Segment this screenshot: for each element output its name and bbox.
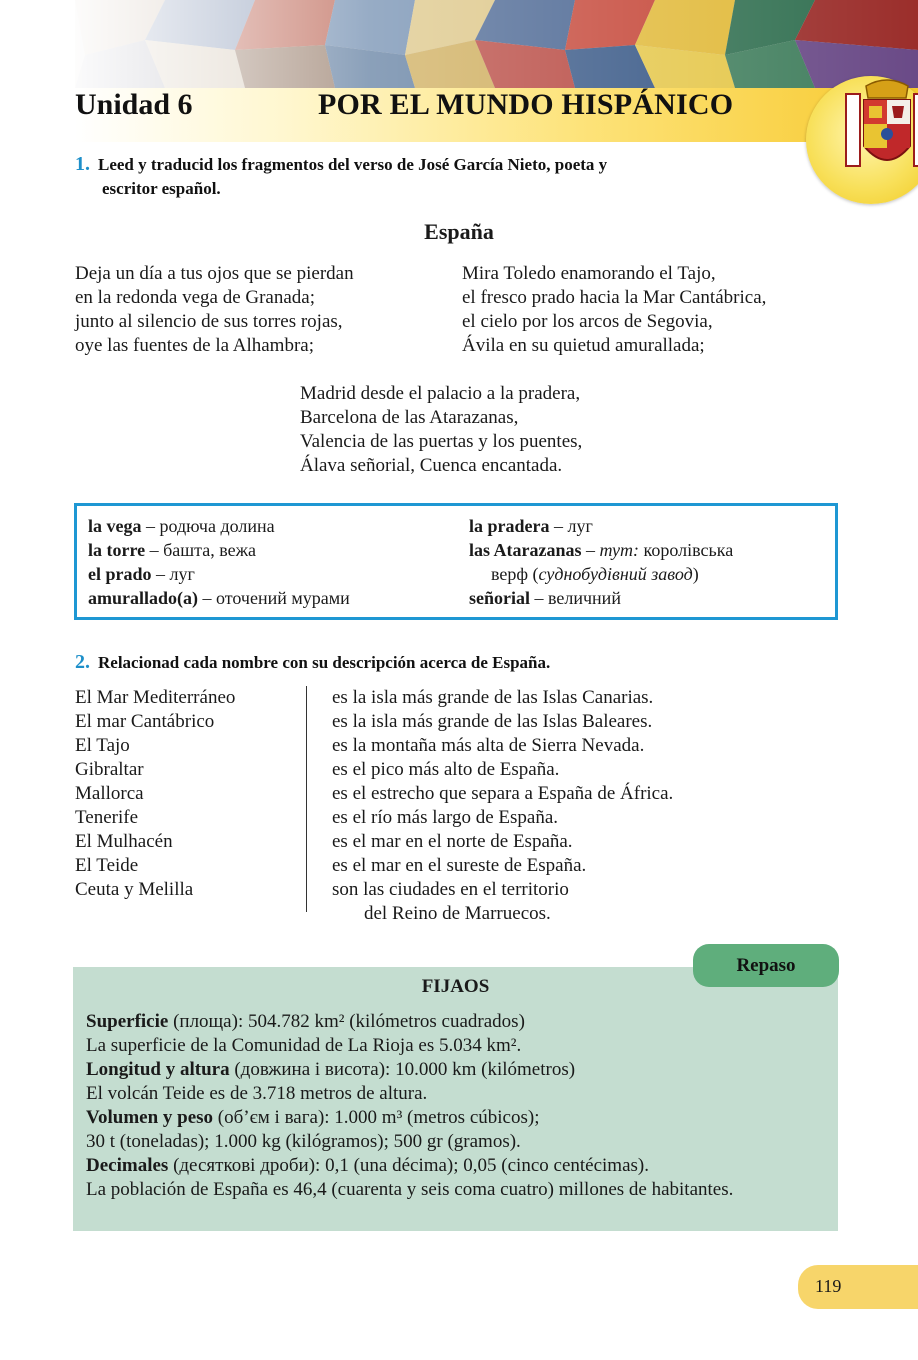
repaso-text: (довжина і висота): 10.000 km (kilómetros) bbox=[229, 1059, 576, 1080]
repaso-line: El volcán Teide es de 3.718 metros de altura. bbox=[86, 1083, 428, 1104]
poem-stanza-3 bbox=[300, 382, 582, 478]
vocab-close: ) bbox=[692, 564, 699, 584]
vocabulary-column-right bbox=[469, 514, 733, 610]
list-item: del Reino de Marruecos. bbox=[364, 903, 551, 924]
list-item: es la montaña más alta de Sierra Nevada. bbox=[332, 735, 645, 756]
vocab-entry bbox=[469, 586, 733, 610]
vocab-term: las Atarazanas bbox=[469, 540, 582, 560]
poem-line: Ávila en su quietud amurallada; bbox=[462, 335, 705, 356]
vocab-translation: – башта, вежа bbox=[145, 540, 257, 560]
unit-label: Unidad 6 bbox=[75, 88, 193, 121]
list-item: es el mar en el sureste de España. bbox=[332, 855, 587, 876]
vocab-dash: – bbox=[581, 540, 600, 560]
column-divider bbox=[306, 686, 307, 912]
vocab-entry bbox=[88, 514, 350, 538]
descriptions-list bbox=[332, 686, 673, 926]
list-item: Ceuta y Melilla bbox=[75, 879, 194, 900]
task1-text-line2: escritor español. bbox=[102, 179, 221, 198]
poem-title: España bbox=[424, 219, 494, 244]
poem-line: Barcelona de las Atarazanas, bbox=[300, 407, 519, 428]
names-list bbox=[75, 686, 235, 902]
unit-title: POR EL MUNDO HISPÁNICO bbox=[318, 88, 734, 121]
repaso-line: La población de España es 46,4 (cuarenta y seis coma cuatro) millones de habitantes. bbox=[86, 1179, 734, 1200]
vocab-term: señorial bbox=[469, 588, 530, 608]
poem-line: Madrid desde el palacio a la pradera, bbox=[300, 383, 581, 404]
vocab-note: суднобудівний завод bbox=[538, 564, 693, 584]
task2-text: Relacionad cada nombre con su descripción acerca de España. bbox=[98, 653, 551, 672]
list-item: es el pico más alto de España. bbox=[332, 759, 560, 780]
repaso-text: (десяткові дроби): 0,1 (una décima); 0,05 (cinco centécimas). bbox=[168, 1155, 649, 1176]
repaso-line: 30 t (toneladas); 1.000 kg (kilógramos); 500 gr (gramos). bbox=[86, 1131, 521, 1152]
vocab-term: la torre bbox=[88, 540, 146, 560]
vocab-entry bbox=[88, 538, 350, 562]
vocab-translation: верф ( bbox=[491, 564, 539, 584]
list-item: Mallorca bbox=[75, 783, 144, 804]
list-item: El Mulhacén bbox=[75, 831, 173, 852]
list-item: son las ciudades en el territorio bbox=[332, 879, 569, 900]
poem-line: Deja un día a tus ojos que se pierdan bbox=[75, 263, 354, 284]
task1-number: 1. bbox=[75, 153, 90, 175]
vocab-term: la pradera bbox=[469, 516, 550, 536]
repaso-content bbox=[86, 1010, 831, 1202]
vocab-translation: – оточений мурами bbox=[198, 588, 350, 608]
vocab-translation: – луг bbox=[549, 516, 593, 536]
page-number: 119 bbox=[815, 1276, 842, 1296]
list-item: es el río más largo de España. bbox=[332, 807, 558, 828]
task2-number: 2. bbox=[75, 651, 90, 673]
vocabulary-column-left bbox=[88, 514, 350, 610]
vocab-entry-continuation bbox=[469, 562, 733, 586]
vocab-translation: – величний bbox=[530, 588, 621, 608]
repaso-badge: Repaso bbox=[693, 944, 839, 987]
list-item: es el mar en el norte de España. bbox=[332, 831, 573, 852]
vocab-term: el prado bbox=[88, 564, 152, 584]
list-item: El Mar Mediterráneo bbox=[75, 687, 236, 708]
repaso-heading: FIJAOS bbox=[421, 976, 490, 997]
poem-line: en la redonda vega de Granada; bbox=[75, 287, 316, 308]
poem-stanza-1 bbox=[75, 262, 354, 358]
vocab-translation: королівська bbox=[639, 540, 734, 560]
vocabulary-box bbox=[74, 503, 838, 620]
header-mosaic-image bbox=[75, 0, 918, 88]
list-item: El mar Cantábrico bbox=[75, 711, 215, 732]
vocab-note: тут: bbox=[599, 540, 640, 560]
list-item: Tenerife bbox=[75, 807, 139, 828]
list-item: El Tajo bbox=[75, 735, 130, 756]
repaso-line bbox=[86, 1154, 831, 1178]
poem-line: Álava señorial, Cuenca encantada. bbox=[300, 455, 563, 476]
repaso-text: (об’єм і вага): 1.000 m³ (metros cúbicos); bbox=[213, 1107, 540, 1128]
list-item: Gibraltar bbox=[75, 759, 144, 780]
repaso-term: Longitud y altura bbox=[86, 1059, 230, 1080]
task1-text-line1: Leed y traducid los fragmentos del verso de José García Nieto, poeta y bbox=[98, 155, 608, 174]
repaso-line bbox=[86, 1010, 831, 1034]
list-item: es el estrecho que separa a España de África. bbox=[332, 783, 674, 804]
repaso-term: Decimales bbox=[86, 1155, 169, 1176]
repaso-text: (площа): 504.782 km² (kilómetros cuadrados) bbox=[168, 1011, 525, 1032]
vocab-term: amurallado(a) bbox=[88, 588, 198, 608]
vocab-entry bbox=[88, 562, 350, 586]
poem-line: oye las fuentes de la Alhambra; bbox=[75, 335, 315, 356]
poem-line: Mira Toledo enamorando el Tajo, bbox=[462, 263, 716, 284]
vocab-entry bbox=[469, 514, 733, 538]
list-item: El Teide bbox=[75, 855, 139, 876]
vocab-translation: – луг bbox=[151, 564, 195, 584]
repaso-line bbox=[86, 1058, 831, 1082]
vocab-entry bbox=[469, 538, 733, 562]
task2-instruction bbox=[75, 651, 550, 674]
repaso-term: Superficie bbox=[86, 1011, 169, 1032]
list-item: es la isla más grande de las Islas Canarias. bbox=[332, 687, 654, 708]
repaso-line bbox=[86, 1106, 831, 1130]
poem-stanza-2 bbox=[462, 262, 766, 358]
list-item: es la isla más grande de las Islas Baleares. bbox=[332, 711, 653, 732]
repaso-term: Volumen y peso bbox=[86, 1107, 214, 1128]
vocab-term: la vega bbox=[88, 516, 142, 536]
poem-line: el cielo por los arcos de Segovia, bbox=[462, 311, 713, 332]
poem-line: junto al silencio de sus torres rojas, bbox=[75, 311, 343, 332]
poem-line: el fresco prado hacia la Mar Cantábrica, bbox=[462, 287, 767, 308]
repaso-line: La superficie de la Comunidad de La Rioja es 5.034 km². bbox=[86, 1035, 522, 1056]
vocab-translation: – родюча долина bbox=[141, 516, 275, 536]
vocab-entry bbox=[88, 586, 350, 610]
poem-line: Valencia de las puertas y los puentes, bbox=[300, 431, 583, 452]
task1-instruction bbox=[75, 152, 840, 201]
